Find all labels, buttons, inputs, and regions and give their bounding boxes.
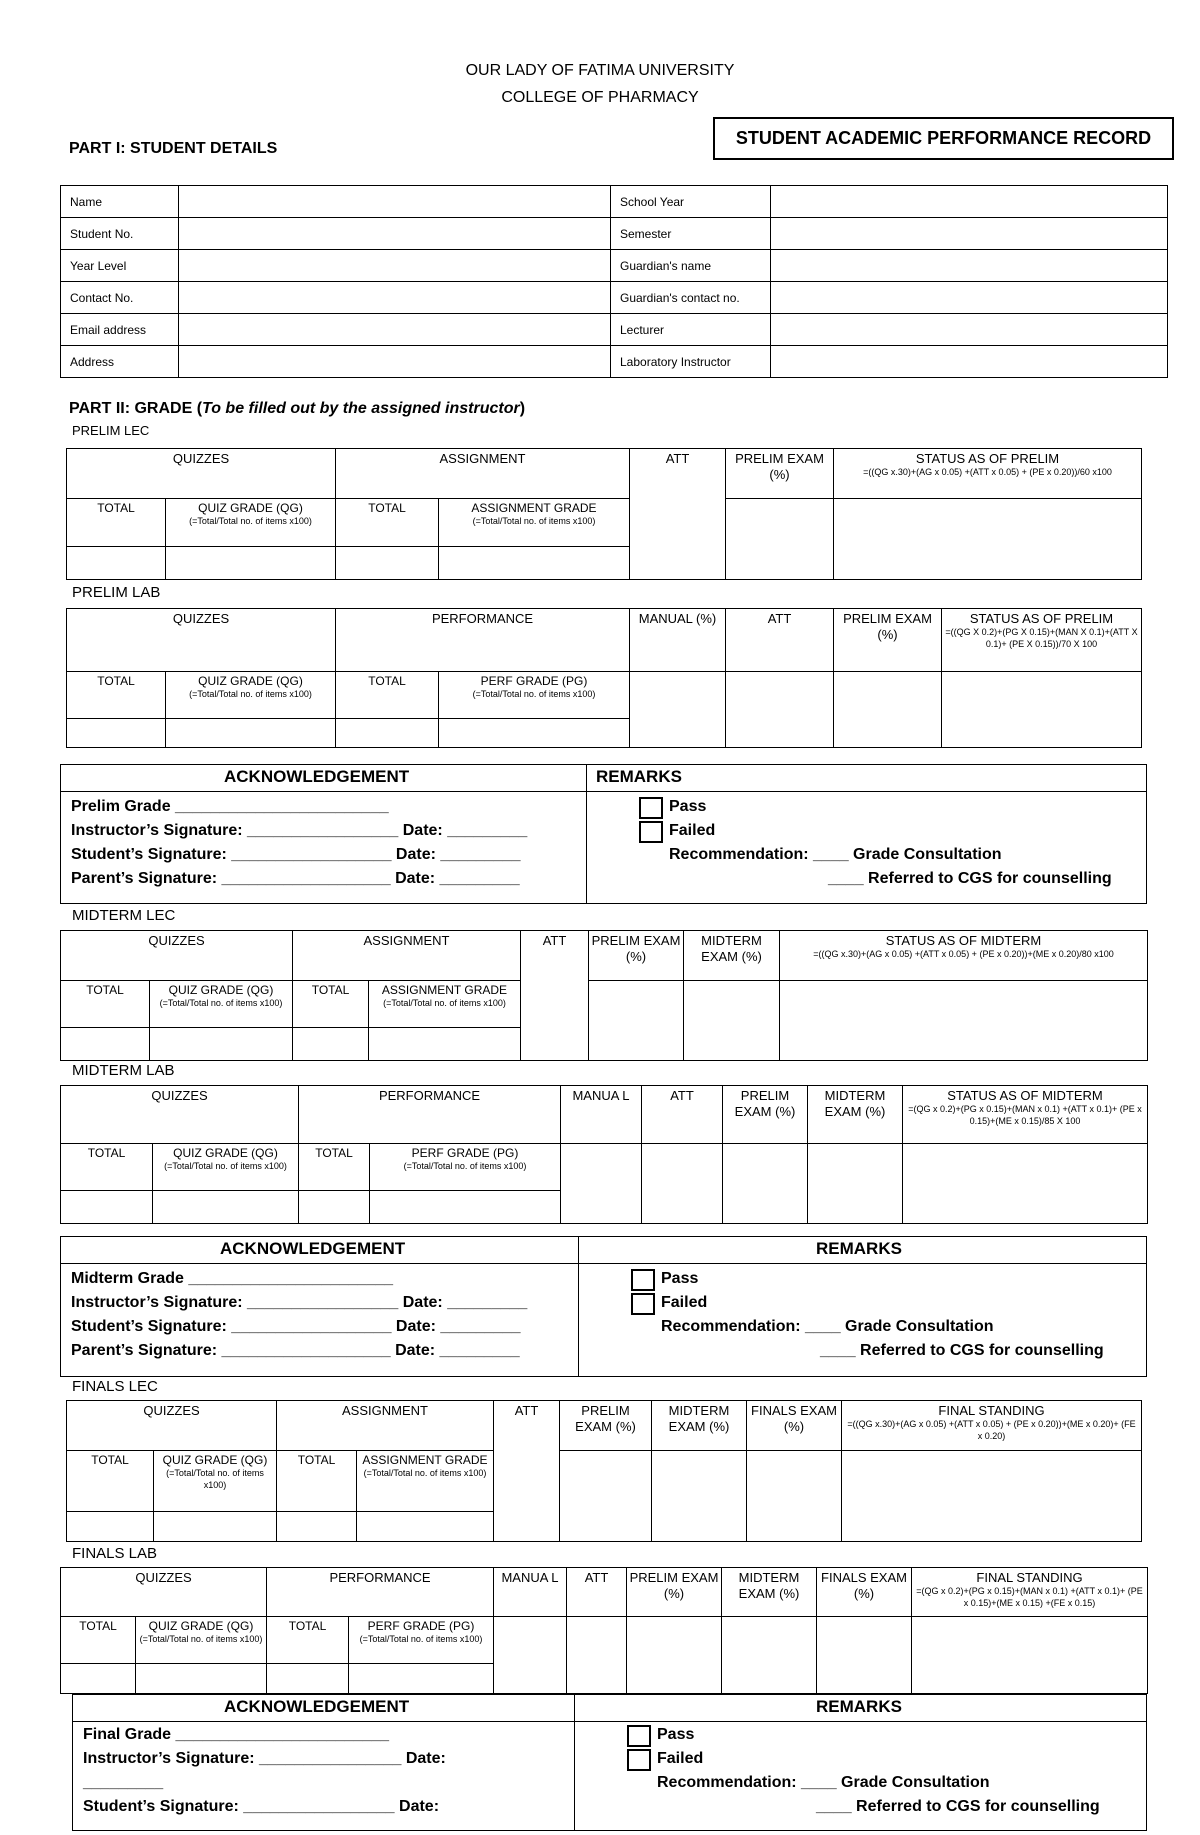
prelim-exam-header: PRELIM EXAM (%) (726, 449, 834, 499)
total-header: TOTAL (61, 1617, 136, 1664)
student-signature-line[interactable]: Student’s Signature: __________________ Date: _________ (71, 1318, 521, 1335)
prelim-exam-cell[interactable] (589, 981, 684, 1061)
quiz-grade-formula: (=Total/Total no. of items x100) (159, 998, 283, 1008)
status-title: STATUS AS OF MIDTERM (885, 933, 1042, 948)
details-row (61, 250, 1168, 282)
quiz-grade-header (166, 672, 336, 719)
failed-label: Failed (657, 1750, 704, 1767)
status-title: STATUS AS OF MIDTERM (947, 1088, 1103, 1103)
remarks-heading: REMARKS (596, 767, 682, 786)
details-row (61, 218, 1168, 250)
finals-exam-header: FINALS EXAM (%) (747, 1401, 842, 1451)
total-header: TOTAL (67, 672, 166, 719)
quiz-total-cell[interactable] (67, 1512, 154, 1542)
assignment-grade-formula: (=Total/Total no. of items x100) (363, 1468, 487, 1478)
total-header: TOTAL (336, 672, 439, 719)
failed-label: Failed (661, 1294, 708, 1311)
part2-title (69, 400, 525, 418)
att-header: ATT (521, 931, 589, 1061)
midterm-exam-cell[interactable] (652, 1451, 747, 1542)
perf-grade-title: PERF GRADE (PG) (367, 1619, 475, 1633)
details-left-value[interactable] (179, 250, 611, 282)
assignment-grade-formula: (=Total/Total no. of items x100) (383, 998, 506, 1008)
quiz-grade-formula: (=Total/Total no. of items x100) (166, 1468, 264, 1490)
perf-grade-header (349, 1617, 494, 1664)
midterm-exam-header: MIDTERM EXAM (%) (722, 1568, 817, 1617)
prelim-exam-header: PRELIM EXAM (%) (834, 609, 942, 672)
quiz-grade-title: QUIZ GRADE (QG) (168, 983, 274, 997)
instructor-signature-line[interactable]: Instructor’s Signature: _________________ Date: _________ (71, 1294, 528, 1311)
pass-label: Pass (657, 1726, 695, 1743)
referred-line[interactable]: ____ Referred to CGS for counselling (820, 1342, 1104, 1359)
parent-signature-line[interactable]: Parent’s Signature: ___________________ Date: _________ (71, 870, 520, 887)
att-header: ATT (726, 609, 834, 672)
student-signature-line[interactable]: Student’s Signature: _________________ Date: (83, 1798, 440, 1815)
prelim-lab-label: PRELIM LAB (72, 584, 161, 601)
att-cell[interactable] (567, 1617, 627, 1694)
prelim-grade-line[interactable]: Prelim Grade ________________________ (71, 798, 389, 815)
status-title: STATUS AS OF PRELIM (969, 611, 1114, 626)
instructor-signature-line[interactable]: Instructor’s Signature: _________________ Date: _________ (71, 822, 528, 839)
ack-heading: ACKNOWLEDGEMENT (220, 1239, 406, 1258)
status-header (834, 449, 1142, 499)
perf-grade-formula: (=Total/Total no. of items x100) (472, 689, 596, 699)
manual-cell[interactable] (494, 1617, 567, 1694)
failed-checkbox[interactable] (639, 821, 663, 843)
perf-grade-cell[interactable] (439, 719, 630, 748)
assignment-grade-cell[interactable] (357, 1512, 494, 1542)
assignment-grade-formula: (=Total/Total no. of items x100) (472, 516, 596, 526)
manual-header: MANUA L (494, 1568, 567, 1617)
details-right-value[interactable] (771, 346, 1168, 378)
quiz-grade-cell[interactable] (166, 547, 336, 580)
part2-title-close: ) (519, 400, 526, 417)
performance-header: PERFORMANCE (299, 1086, 561, 1144)
remarks-heading: REMARKS (816, 1239, 902, 1258)
quiz-grade-cell[interactable] (154, 1512, 277, 1542)
midterm-exam-cell[interactable] (722, 1617, 817, 1694)
att-cell[interactable] (726, 672, 834, 748)
details-right-value[interactable] (771, 250, 1168, 282)
perf-total-cell[interactable] (267, 1664, 349, 1694)
att-header: ATT (630, 449, 726, 580)
assignment-grade-header (369, 981, 521, 1028)
assignment-grade-cell[interactable] (369, 1028, 521, 1061)
finals-exam-cell[interactable] (747, 1451, 842, 1542)
quiz-grade-formula: (=Total/Total no. of items x100) (139, 1634, 263, 1644)
assignment-total-cell[interactable] (336, 547, 439, 580)
manual-cell[interactable] (561, 1144, 642, 1224)
status-cell[interactable] (942, 672, 1142, 748)
assignment-grade-title: ASSIGNMENT GRADE (381, 983, 508, 997)
details-right-label: Lecturer (611, 314, 771, 346)
manual-header: MANUA L (561, 1086, 642, 1144)
assignment-header: ASSIGNMENT (293, 931, 521, 981)
prelim-exam-header: PRELIM EXAM (%) (589, 931, 684, 981)
recommendation-line[interactable]: Recommendation: ____ Grade Consultation (669, 846, 1002, 863)
midterm-exam-header: MIDTERM EXAM (%) (652, 1401, 747, 1451)
acknowledgement-prelim (60, 764, 1147, 904)
student-details-table (60, 185, 1168, 378)
midterm-lec-table (60, 930, 1148, 1061)
status-header (903, 1086, 1148, 1144)
performance-header: PERFORMANCE (267, 1568, 494, 1617)
assignment-total-cell[interactable] (293, 1028, 369, 1061)
finals-lab-label: FINALS LAB (72, 1545, 158, 1562)
details-right-value[interactable] (771, 314, 1168, 346)
perf-total-cell[interactable] (336, 719, 439, 748)
details-right-value[interactable] (771, 186, 1168, 218)
finals-lec-label: FINALS LEC (72, 1378, 158, 1395)
perf-grade-cell[interactable] (370, 1191, 561, 1224)
details-left-value[interactable] (179, 186, 611, 218)
details-right-label: School Year (611, 186, 771, 218)
total-header: TOTAL (293, 981, 369, 1028)
quizzes-header: QUIZZES (61, 1568, 267, 1617)
signature-continuation-line[interactable]: _________ (83, 1774, 164, 1791)
assignment-total-cell[interactable] (277, 1512, 357, 1542)
details-row (61, 314, 1168, 346)
quiz-grade-header (153, 1144, 299, 1191)
part1-title: PART I: STUDENT DETAILS (69, 140, 278, 157)
total-header: TOTAL (277, 1451, 357, 1512)
assignment-grade-title: ASSIGNMENT GRADE (362, 1453, 488, 1467)
midterm-lec-label: MIDTERM LEC (72, 907, 176, 924)
midterm-exam-header: MIDTERM EXAM (%) (684, 931, 780, 981)
prelim-exam-header: PRELIM EXAM (%) (560, 1401, 652, 1451)
recommendation-line[interactable]: Recommendation: ____ Grade Consultation (657, 1774, 990, 1791)
status-cell[interactable] (903, 1144, 1148, 1224)
quiz-grade-formula: (=Total/Total no. of items x100) (189, 689, 312, 699)
details-right-label: Semester (611, 218, 771, 250)
quiz-grade-cell[interactable] (153, 1191, 299, 1224)
ack-divider (574, 1695, 575, 1830)
prelim-exam-cell[interactable] (726, 499, 834, 580)
total-header: TOTAL (267, 1617, 349, 1664)
quiz-grade-header (166, 499, 336, 547)
student-signature-line[interactable]: Student’s Signature: __________________ Date: _________ (71, 846, 521, 863)
status-header (780, 931, 1148, 981)
att-header: ATT (642, 1086, 723, 1144)
status-formula: =((QG X 0.2)+(PG X 0.15)+(MAN X 0.1)+(ATT X 0.1)+ (PE X 0.15))/70 X 100 (945, 627, 1138, 649)
status-header (842, 1401, 1142, 1451)
status-cell[interactable] (834, 499, 1142, 580)
details-left-label: Name (61, 186, 179, 218)
finals-lab-table (60, 1567, 1148, 1694)
referred-line[interactable]: ____ Referred to CGS for counselling (828, 870, 1112, 887)
prelim-exam-cell[interactable] (627, 1617, 722, 1694)
acknowledgement-midterm (60, 1236, 1147, 1377)
status-header (942, 609, 1142, 672)
assignment-grade-cell[interactable] (439, 547, 630, 580)
prelim-exam-cell[interactable] (560, 1451, 652, 1542)
quiz-grade-header (154, 1451, 277, 1512)
quiz-grade-formula: (=Total/Total no. of items x100) (164, 1161, 287, 1171)
details-left-label: Address (61, 346, 179, 378)
details-left-label: Student No. (61, 218, 179, 250)
status-cell[interactable] (912, 1617, 1148, 1694)
status-formula: =(QG x 0.2)+(PG x 0.15)+(MAN x 0.1) +(ATT x 0.1)+ (PE x 0.15)+(ME x 0.15)/85 X 100 (908, 1104, 1142, 1126)
recommendation-line[interactable]: Recommendation: ____ Grade Consultation (661, 1318, 994, 1335)
quiz-grade-title: QUIZ GRADE (QG) (198, 674, 303, 688)
ack-heading: ACKNOWLEDGEMENT (224, 767, 410, 786)
ack-heading: ACKNOWLEDGEMENT (224, 1697, 410, 1716)
acknowledgement-finals (72, 1694, 1147, 1831)
quiz-total-cell[interactable] (67, 547, 166, 580)
assignment-grade-header (357, 1451, 494, 1512)
details-left-label: Email address (61, 314, 179, 346)
record-title-box: STUDENT ACADEMIC PERFORMANCE RECORD (713, 117, 1174, 160)
pass-label: Pass (661, 1270, 699, 1287)
quiz-grade-header (136, 1617, 267, 1664)
midterm-exam-header: MIDTERM EXAM (%) (808, 1086, 903, 1144)
instructor-signature-line[interactable]: Instructor’s Signature: ________________ Date: (83, 1750, 446, 1767)
perf-grade-cell[interactable] (349, 1664, 494, 1694)
midterm-exam-cell[interactable] (808, 1144, 903, 1224)
total-header: TOTAL (336, 499, 439, 547)
details-left-label: Contact No. (61, 282, 179, 314)
details-row (61, 186, 1168, 218)
quiz-grade-header (150, 981, 293, 1028)
total-header: TOTAL (61, 981, 150, 1028)
quizzes-header: QUIZZES (61, 931, 293, 981)
assignment-header: ASSIGNMENT (277, 1401, 494, 1451)
total-header: TOTAL (299, 1144, 370, 1191)
quiz-grade-cell[interactable] (166, 719, 336, 748)
quiz-grade-formula: (=Total/Total no. of items x100) (189, 516, 312, 526)
details-row (61, 282, 1168, 314)
quiz-grade-cell[interactable] (136, 1664, 267, 1694)
total-header: TOTAL (67, 1451, 154, 1512)
prelim-lab-table (66, 608, 1142, 748)
total-header: TOTAL (67, 499, 166, 547)
quizzes-header: QUIZZES (67, 449, 336, 499)
assignment-grade-header (439, 499, 630, 547)
att-header: ATT (567, 1568, 627, 1617)
pass-checkbox[interactable] (627, 1725, 651, 1747)
status-title: FINAL STANDING (938, 1403, 1045, 1418)
details-right-label: Laboratory Instructor (611, 346, 771, 378)
remarks-heading: REMARKS (816, 1697, 902, 1716)
prelim-exam-header: PRELIM EXAM (%) (723, 1086, 808, 1144)
performance-header: PERFORMANCE (336, 609, 630, 672)
finals-exam-header: FINALS EXAM (%) (817, 1568, 912, 1617)
midterm-lab-label: MIDTERM LAB (72, 1062, 175, 1079)
midterm-lab-table (60, 1085, 1148, 1224)
details-left-label: Year Level (61, 250, 179, 282)
perf-grade-formula: (=Total/Total no. of items x100) (403, 1161, 527, 1171)
part2-title-italic: To be filled out by the assigned instructor (202, 400, 520, 417)
status-cell[interactable] (780, 981, 1148, 1061)
details-left-value[interactable] (179, 314, 611, 346)
manual-header: MANUAL (%) (630, 609, 726, 672)
ack-divider (578, 1237, 579, 1376)
referred-line[interactable]: ____ Referred to CGS for counselling (816, 1798, 1100, 1815)
college-name: COLLEGE OF PHARMACY (501, 89, 699, 106)
details-row (61, 346, 1168, 378)
part2-title-bold: PART II: GRADE ( (69, 400, 203, 417)
prelim-exam-cell[interactable] (834, 672, 942, 748)
failed-checkbox[interactable] (627, 1749, 651, 1771)
att-cell[interactable] (642, 1144, 723, 1224)
finals-lec-table (66, 1400, 1142, 1542)
total-header: TOTAL (61, 1144, 153, 1191)
university-name: OUR LADY OF FATIMA UNIVERSITY (465, 62, 735, 79)
perf-grade-formula: (=Total/Total no. of items x100) (359, 1634, 483, 1644)
pass-checkbox[interactable] (639, 797, 663, 819)
status-cell[interactable] (842, 1451, 1142, 1542)
assignment-grade-title: ASSIGNMENT GRADE (471, 501, 597, 515)
quiz-grade-title: QUIZ GRADE (QG) (198, 501, 303, 515)
quiz-grade-cell[interactable] (150, 1028, 293, 1061)
perf-grade-header (439, 672, 630, 719)
status-formula: =((QG x.30)+(AG x 0.05) +(ATT x 0.05) + (PE x 0.20))+(ME x 0.20)+ (FE x 0.20) (847, 1419, 1136, 1441)
parent-signature-line[interactable]: Parent’s Signature: ___________________ Date: _________ (71, 1342, 520, 1359)
status-formula: =(QG x 0.2)+(PG x 0.15)+(MAN x 0.1) +(ATT x 0.1)+ (PE x 0.15)+(ME x 0.15) +(FE x 0.15) (916, 1586, 1143, 1608)
details-right-value[interactable] (771, 218, 1168, 250)
failed-checkbox[interactable] (631, 1293, 655, 1315)
att-header: ATT (494, 1401, 560, 1542)
pass-checkbox[interactable] (631, 1269, 655, 1291)
midterm-exam-cell[interactable] (684, 981, 780, 1061)
quizzes-header: QUIZZES (61, 1086, 299, 1144)
prelim-lec-label: PRELIM LEC (72, 426, 150, 436)
quizzes-header: QUIZZES (67, 609, 336, 672)
prelim-exam-header: PRELIM EXAM (%) (627, 1568, 722, 1617)
perf-total-cell[interactable] (299, 1191, 370, 1224)
details-left-value[interactable] (179, 282, 611, 314)
status-formula: =((QG x.30)+(AG x 0.05) +(ATT x 0.05) + (PE x 0.20))+(ME x 0.20)/80 x100 (813, 949, 1114, 960)
failed-label: Failed (669, 822, 716, 839)
details-right-value[interactable] (771, 282, 1168, 314)
quiz-grade-title: QUIZ GRADE (QG) (162, 1453, 268, 1467)
status-formula: =((QG x.30)+(AG x 0.05) +(ATT x 0.05) + (PE x 0.20))/60 x100 (863, 467, 1112, 478)
prelim-exam-cell[interactable] (723, 1144, 808, 1224)
final-grade-line[interactable]: Final Grade ________________________ (83, 1726, 390, 1743)
quiz-total-cell[interactable] (61, 1664, 136, 1694)
prelim-lec-table (66, 448, 1142, 580)
finals-exam-cell[interactable] (817, 1617, 912, 1694)
details-right-label: Guardian's contact no. (611, 282, 771, 314)
details-left-value[interactable] (179, 346, 611, 378)
pass-label: Pass (669, 798, 707, 815)
midterm-grade-line[interactable]: Midterm Grade _______________________ (71, 1270, 394, 1287)
details-left-value[interactable] (179, 218, 611, 250)
quiz-grade-title: QUIZ GRADE (QG) (148, 1619, 254, 1633)
status-title: STATUS AS OF PRELIM (915, 451, 1060, 466)
quizzes-header: QUIZZES (67, 1401, 277, 1451)
quiz-grade-title: QUIZ GRADE (QG) (173, 1146, 278, 1160)
manual-cell[interactable] (630, 672, 726, 748)
quiz-total-cell[interactable] (67, 719, 166, 748)
perf-grade-title: PERF GRADE (PG) (411, 1146, 519, 1160)
ack-divider (586, 765, 587, 903)
status-title: FINAL STANDING (976, 1570, 1083, 1585)
perf-grade-title: PERF GRADE (PG) (480, 674, 588, 688)
quiz-total-cell[interactable] (61, 1028, 150, 1061)
perf-grade-header (370, 1144, 561, 1191)
quiz-total-cell[interactable] (61, 1191, 153, 1224)
status-header (912, 1568, 1148, 1617)
assignment-header: ASSIGNMENT (336, 449, 630, 499)
details-right-label: Guardian's name (611, 250, 771, 282)
